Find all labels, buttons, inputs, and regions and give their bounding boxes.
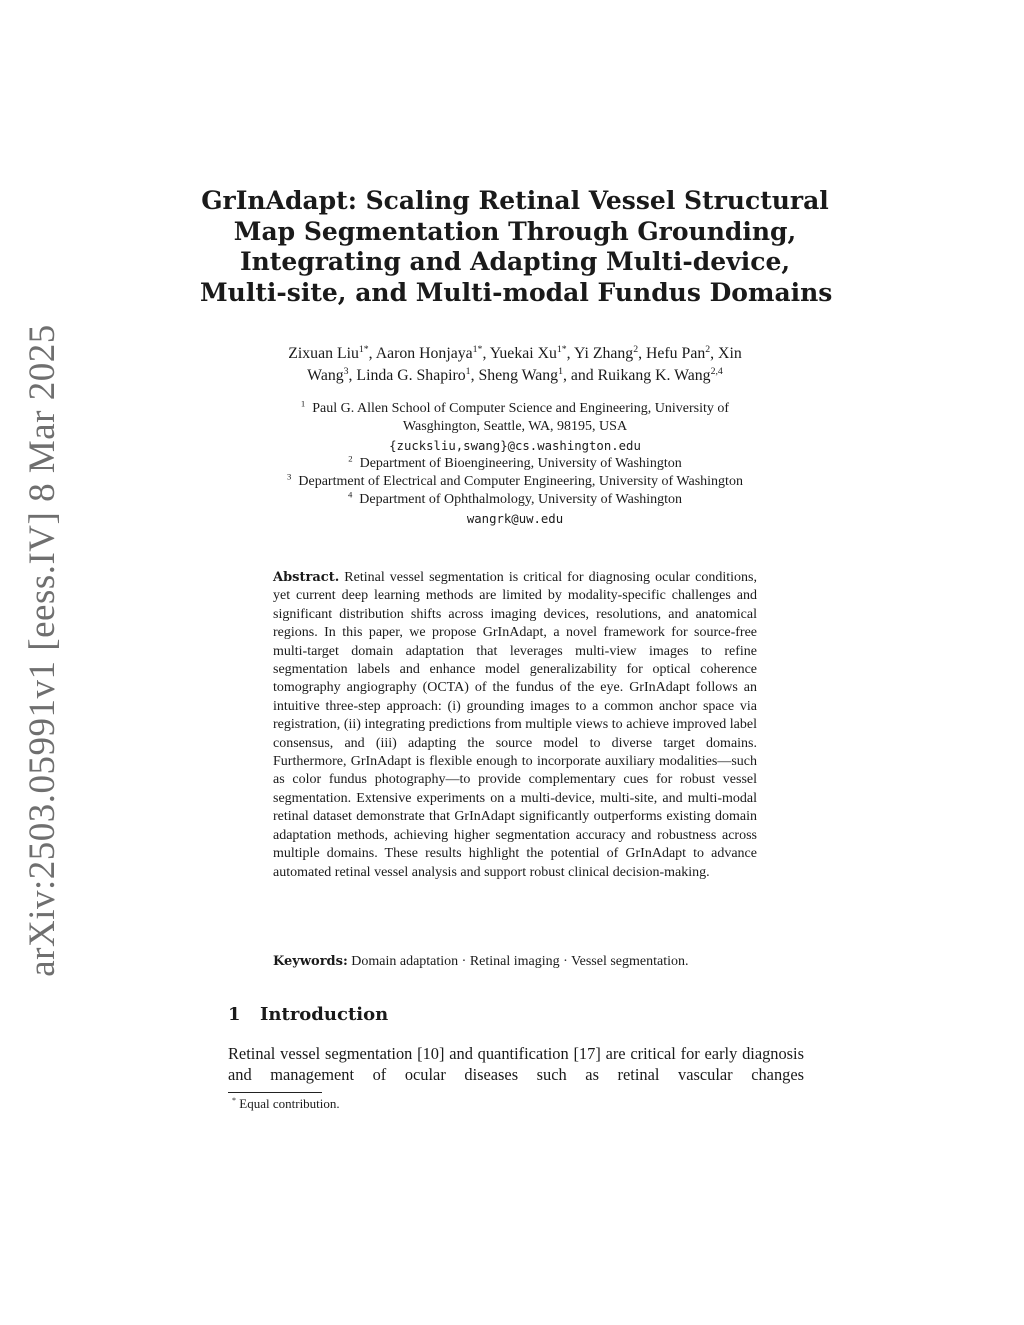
section-heading (228, 1004, 388, 1025)
author-name: Linda G. Shapiro (356, 367, 466, 384)
separator: , (566, 345, 574, 362)
author-mark: 1 (465, 365, 471, 377)
separator: , (638, 345, 646, 362)
email-1: {zucksliu,swang}@cs.washington.edu (389, 438, 641, 453)
author-name: Yi Zhang (573, 345, 634, 362)
title-line: GrInAdapt: Scaling Retinal Vessel Structural (201, 186, 829, 215)
keywords (273, 954, 773, 970)
author-list (200, 343, 830, 387)
abstract-text: Retinal vessel segmentation is critical for diagnosing ocular conditions, yet current deep learning methods are limited by modality-specific challenges and significant distribution shifts across imaging devices, resolutions, and anatomical regions. In this paper, we propose GrInAdapt, a novel framework for source-free multi-target domain adaptation that leverages multi-view images to refine segmentation labels and enhance model generalizability for optical coherence tomography angiography (OCTA) of the fundus of the eye. GrInAdapt follows an intuitive three-step approach: (i) grounding images to a common anchor space via registration, (ii) integrating predictions from multiple views to achieve improved label consensus, and (iii) adapting the source model to diverse target domains. Furthermore, GrInAdapt is flexible enough to incorporate auxiliary modalities—such as color fundus photography—to provide complementary cues for robust vessel segmentation. Extensive experiments on a multi-device, multi-site, and multi-modal retinal dataset demonstrate that GrInAdapt significantly outperforms existing domain adaptation methods, achieving higher segmentation accuracy and robustness across multiple domains. These results highlight the potential of GrInAdapt to advance automated retinal vessel analysis and support robust clinical decision-making. (273, 570, 757, 880)
author-mark: 1* (358, 343, 369, 355)
author-line-1 (200, 343, 830, 365)
affiliation-text: Department of Ophthalmology, University of Washington (359, 492, 683, 508)
author-mark: 1* (472, 343, 483, 355)
affiliation-1 (200, 400, 830, 418)
intro-paragraph: Retinal vessel segmentation [10] and quantification [17] are critical for early diagnosis and management of ocular diseases such as retinal vascular changes (228, 1044, 804, 1084)
footnote-divider (228, 1092, 322, 1093)
author-name: Wang (307, 367, 344, 384)
arxiv-identifier-stamp (21, 323, 63, 977)
author-name: Hefu Pan (646, 345, 706, 362)
author-name: Zixuan Liu (288, 345, 359, 362)
footnote-mark: * (232, 1096, 237, 1106)
title-line: Multi-site, and Multi-modal Fundus Domains (200, 277, 833, 307)
affiliation-text: Department of Electrical and Computer Engineering, University of Washington (298, 474, 743, 490)
section-number: 1 (228, 1004, 241, 1025)
title-line: Map Segmentation Through Grounding, (233, 216, 797, 246)
keywords-label: Keywords: (273, 954, 348, 969)
email-2: wangrk@uw.edu (466, 511, 564, 526)
affiliation-4 (200, 491, 830, 509)
author-line-2 (200, 365, 830, 387)
separator: , (470, 367, 479, 384)
affiliation-mark: 3 (287, 471, 292, 482)
paper-title (200, 186, 833, 308)
separator: , and (562, 367, 598, 384)
affiliation-3 (200, 473, 830, 491)
affiliation-mark: 2 (348, 453, 353, 464)
abstract-label: Abstract. (273, 570, 340, 585)
author-mark: 1 (558, 365, 563, 377)
author-mark: 1* (556, 343, 567, 355)
separator: , (482, 345, 490, 362)
title-line: Integrating and Adapting Multi-device, (239, 247, 791, 276)
arxiv-stamp-text: arXiv:2503.05991v1 [eess.IV] 8 Mar 2025 (21, 323, 63, 977)
author-mark: 2 (633, 343, 639, 355)
affiliation-2 (200, 455, 830, 473)
author-mark: 3 (343, 365, 349, 377)
affiliation-text: Department of Bioengineering, University of Washington (359, 455, 682, 471)
separator: , (710, 345, 719, 362)
author-mark: 2 (705, 343, 711, 355)
author-name: Aaron Honjaya (375, 345, 473, 362)
affiliation-mark: 1 (300, 398, 306, 409)
affiliation-mark: 4 (347, 490, 353, 501)
footnote (232, 1096, 340, 1112)
author-name: Yuekai Xu (489, 345, 557, 362)
affiliation-text: Paul G. Allen School of Computer Science and Engineering, University of (312, 401, 730, 416)
footnote-text: Equal contribution. (239, 1096, 340, 1111)
affiliation-1-cont: Wasghington, Seattle, WA, 98195, USA (402, 419, 628, 435)
author-mark: 2,4 (710, 365, 723, 377)
author-name: Ruikang K. Wang (597, 367, 711, 384)
section-title: Introduction (260, 1004, 389, 1025)
keywords-text: Domain adaptation · Retinal imaging · Vessel segmentation. (351, 954, 689, 969)
abstract (273, 569, 757, 882)
author-name: Xin (718, 345, 742, 362)
separator: , (368, 345, 376, 362)
author-name: Sheng Wang (478, 367, 559, 384)
affiliations (200, 400, 830, 528)
separator: , (348, 367, 357, 384)
